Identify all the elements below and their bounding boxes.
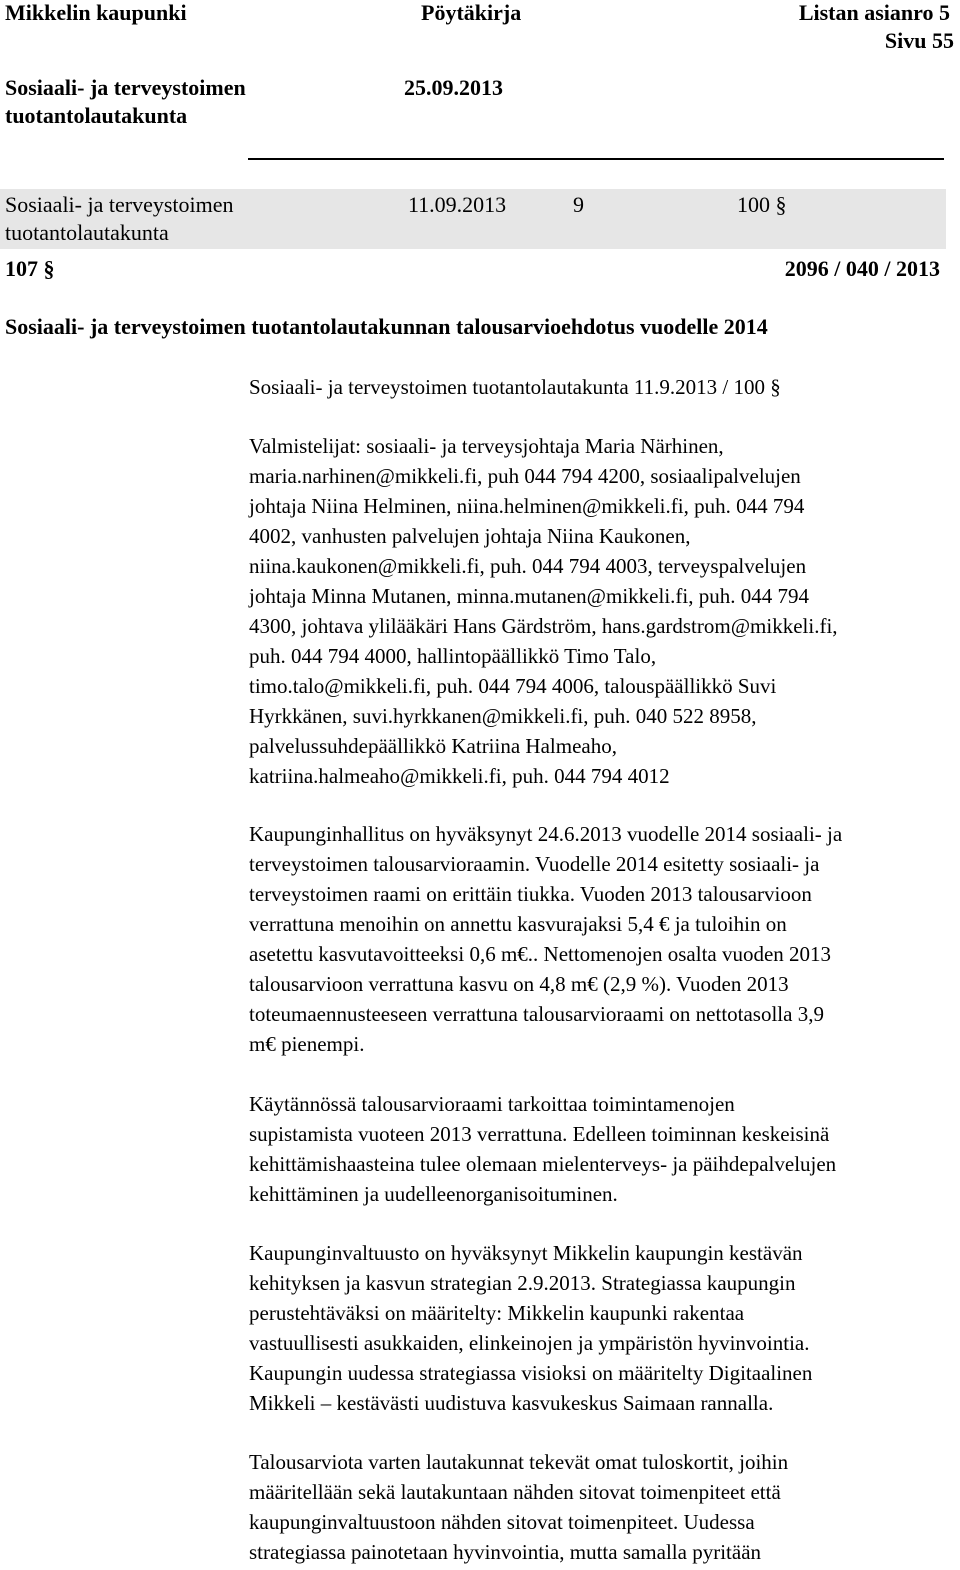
paragraph-line: m€ pienempi. <box>249 1032 365 1056</box>
item-title: Sosiaali- ja terveystoimen tuotantolautakunnan talousarvioehdotus vuodelle 2014 <box>5 314 768 339</box>
paragraph-line: kehittämishaasteina tulee olemaan mielenterveys- ja päihdepalvelujen <box>249 1152 837 1176</box>
preparers-line: Valmistelijat: sosiaali- ja terveysjohtaja Maria Närhinen, <box>249 434 724 458</box>
paragraph-line: supistamista vuoteen 2013 verrattuna. Edelleen toiminnan keskeisinä <box>249 1122 830 1146</box>
preparers-line: timo.talo@mikkeli.fi, puh. 044 794 4006, talouspäällikkö Suvi <box>249 674 777 698</box>
preparers-line: Hyrkkänen, suvi.hyrkkanen@mikkeli.fi, puh. 040 522 8958, <box>249 704 757 728</box>
preparers-line: 4300, johtava ylilääkäri Hans Gärdström, hans.gardstrom@mikkeli.fi, <box>249 614 838 638</box>
paragraph-line: asetettu kasvutavoitteeksi 0,6 m€.. Nettomenojen osalta vuoden 2013 <box>249 942 832 966</box>
ref-section: 100 § <box>737 192 787 217</box>
paragraph-line: Talousarviota varten lautakunnat tekevät omat tuloskortit, joihin <box>249 1450 789 1474</box>
paragraph-line: terveystoimen talousarvioraamin. Vuodelle 2014 esitetty sosiaali- ja <box>249 852 820 876</box>
paragraph-line: kaupunginvaltuustoon nähden sitovat toimenpiteet. Uudessa <box>249 1510 755 1534</box>
paragraph-line: talousarvioon verrattuna kasvu on 4,8 m€ (2,9 %). Vuoden 2013 <box>249 972 789 996</box>
ref-date: 11.09.2013 <box>408 192 507 217</box>
preparers-line: palvelussuhdepäällikkö Katriina Halmeaho, <box>249 734 617 758</box>
ref-item-number: 9 <box>573 192 584 217</box>
meeting-date: 25.09.2013 <box>404 75 503 100</box>
preparers-line: maria.narhinen@mikkeli.fi, puh 044 794 4200, sosiaalipalvelujen <box>249 464 801 488</box>
board-name-line2: tuotantolautakunta <box>5 103 188 128</box>
preparers-line: niina.kaukonen@mikkeli.fi, puh. 044 794 4003, terveyspalvelujen <box>249 554 807 578</box>
board-name-line1: Sosiaali- ja terveystoimen <box>5 75 246 100</box>
preparers-block <box>249 431 959 791</box>
diary-number: 2096 / 040 / 2013 <box>784 256 940 281</box>
previous-handling-reference: Sosiaali- ja terveystoimen tuotantolautakunta 11.9.2013 / 100 § <box>249 375 781 399</box>
header-divider <box>248 158 944 160</box>
section-number: 107 § <box>5 256 55 281</box>
paragraph-line: Kaupungin uudessa strategiassa visioksi on määritelty Digitaalinen <box>249 1361 813 1385</box>
paragraph-line: verrattuna menoihin on annettu kasvurajaksi 5,4 € ja tuloihin on <box>249 912 787 936</box>
paragraph-budget-frame <box>249 819 959 1059</box>
paragraph-line: terveystoimen raami on erittäin tiukka. Vuoden 2013 talousarvioon <box>249 882 812 906</box>
paragraph-scorecards <box>249 1447 959 1567</box>
page-number: Sivu 55 <box>884 28 954 53</box>
paragraph-line: perustehtäväksi on määritelty: Mikkelin kaupunki rakentaa <box>249 1301 745 1325</box>
paragraph-line: määritellään sekä lautakuntaan nähden sitovat toimenpiteet että <box>249 1480 781 1504</box>
paragraph-line: Mikkeli – kestävästi uudistuva kasvukeskus Saimaan rannalla. <box>249 1391 774 1415</box>
organization-name: Mikkelin kaupunki <box>5 0 187 25</box>
paragraph-line: Kaupunginvaltuusto on hyväksynyt Mikkelin kaupungin kestävän <box>249 1241 803 1265</box>
paragraph-line: Käytännössä talousarvioraami tarkoittaa toimintamenojen <box>249 1092 735 1116</box>
list-item-number: Listan asianro 5 <box>798 0 950 25</box>
ref-board-line1: Sosiaali- ja terveystoimen <box>5 192 234 217</box>
preparers-line: katriina.halmeaho@mikkeli.fi, puh. 044 794 4012 <box>249 764 670 788</box>
paragraph-line: Kaupunginhallitus on hyväksynyt 24.6.2013 vuodelle 2014 sosiaali- ja <box>249 822 843 846</box>
preparers-line: 4002, vanhusten palvelujen johtaja Niina Kaukonen, <box>249 524 691 548</box>
paragraph-line: kehittäminen ja uudelleenorganisoituminen. <box>249 1182 618 1206</box>
ref-board-line2: tuotantolautakunta <box>5 220 169 245</box>
preparers-line: puh. 044 794 4000, hallintopäällikkö Timo Talo, <box>249 644 657 668</box>
paragraph-line: strategiassa painotetaan hyvinvointia, mutta samalla pyritään <box>249 1540 762 1564</box>
paragraph-line: kehityksen ja kasvun strategian 2.9.2013. Strategiassa kaupungin <box>249 1271 796 1295</box>
preparers-line: johtaja Minna Mutanen, minna.mutanen@mikkeli.fi, puh. 044 794 <box>249 584 809 608</box>
preparers-line: johtaja Niina Helminen, niina.helminen@mikkeli.fi, puh. 044 794 <box>249 494 805 518</box>
paragraph-practical-meaning <box>249 1089 959 1209</box>
paragraph-line: toteumaennusteeseen verrattuna talousarvioraami on nettotasolla 3,9 <box>249 1002 824 1026</box>
paragraph-line: vastuullisesti asukkaiden, elinkeinojen ja ympäristön hyvinvointia. <box>249 1331 810 1355</box>
document-type: Pöytäkirja <box>421 0 522 25</box>
paragraph-strategy <box>249 1238 959 1418</box>
